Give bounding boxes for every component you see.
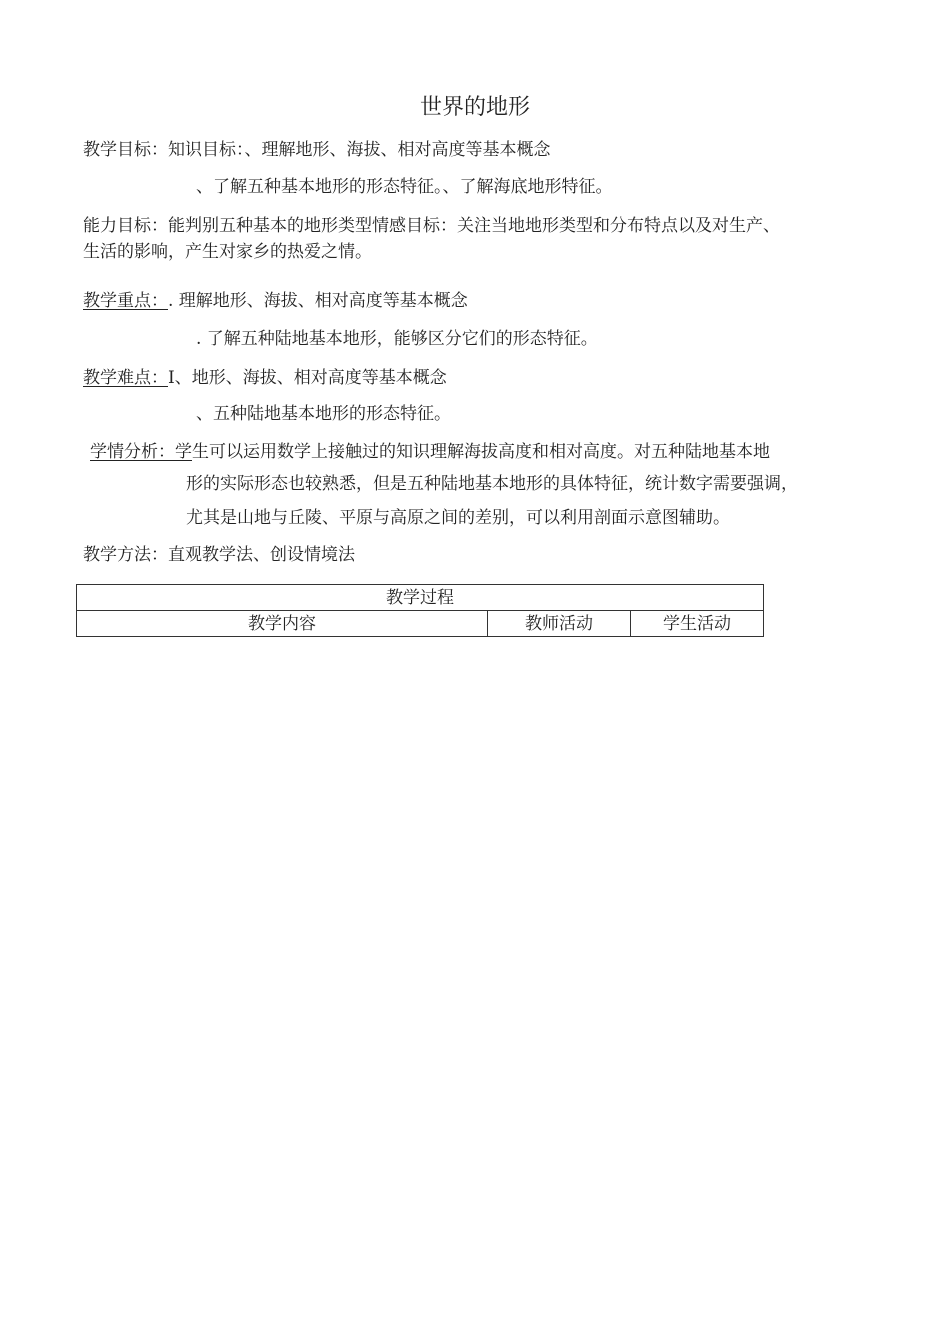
analysis-text-2: 形的实际形态也较熟悉，但是五种陆地基本地形的具体特征，统计数字需要强调， xyxy=(186,474,798,494)
difficulties-label: 教学难点： xyxy=(83,368,168,388)
key-points-label: 教学重点： xyxy=(83,291,168,311)
knowledge-objective-2: 、了解五种基本地形的形态特征。、了解海底地形特征。 xyxy=(196,177,613,197)
analysis-line-1 xyxy=(90,440,770,464)
table-header-cell: 教学过程 xyxy=(77,585,764,611)
key-point-2: . 了解五种陆地基本地形，能够区分它们的形态特征。 xyxy=(196,329,598,349)
ability-objective-1: 能力目标：能判别五种基本的地形类型情感目标：关注当地地形类型和分布特点以及对生产、 xyxy=(83,216,780,236)
difficulty-1: I、地形、海拔、相对高度等基本概念 xyxy=(168,368,447,388)
analysis-text-3: 尤其是山地与丘陵、平原与高原之间的差别，可以利用剖面示意图辅助。 xyxy=(186,508,730,528)
objectives-label: 教学目标： xyxy=(83,140,168,160)
teaching-method: 教学方法：直观教学法、创设情境法 xyxy=(83,545,355,565)
analysis-text-1: 生可以运用数学上接触过的知识理解海拔高度和相对高度。对五种陆地基本地 xyxy=(192,442,770,462)
difficulties-line-1 xyxy=(83,366,447,390)
difficulty-2: 、五种陆地基本地形的形态特征。 xyxy=(196,404,451,424)
column-teacher-activity: 教师活动 xyxy=(488,611,631,637)
page-title: 世界的地形 xyxy=(419,95,530,120)
key-point-1: . 理解地形、海拔、相对高度等基本概念 xyxy=(168,291,468,311)
knowledge-objective-1: 知识目标：、理解地形、海拔、相对高度等基本概念 xyxy=(168,140,551,160)
teaching-process-table xyxy=(76,584,764,637)
analysis-label: 学情分析：学 xyxy=(90,442,192,462)
table-row xyxy=(77,611,764,637)
objectives-line-1 xyxy=(83,138,551,162)
column-teaching-content: 教学内容 xyxy=(77,611,488,637)
table-header-row xyxy=(77,585,764,611)
ability-objective-2: 生活的影响，产生对家乡的热爱之情。 xyxy=(83,242,372,262)
key-points-line-1 xyxy=(83,289,468,313)
column-student-activity: 学生活动 xyxy=(631,611,764,637)
